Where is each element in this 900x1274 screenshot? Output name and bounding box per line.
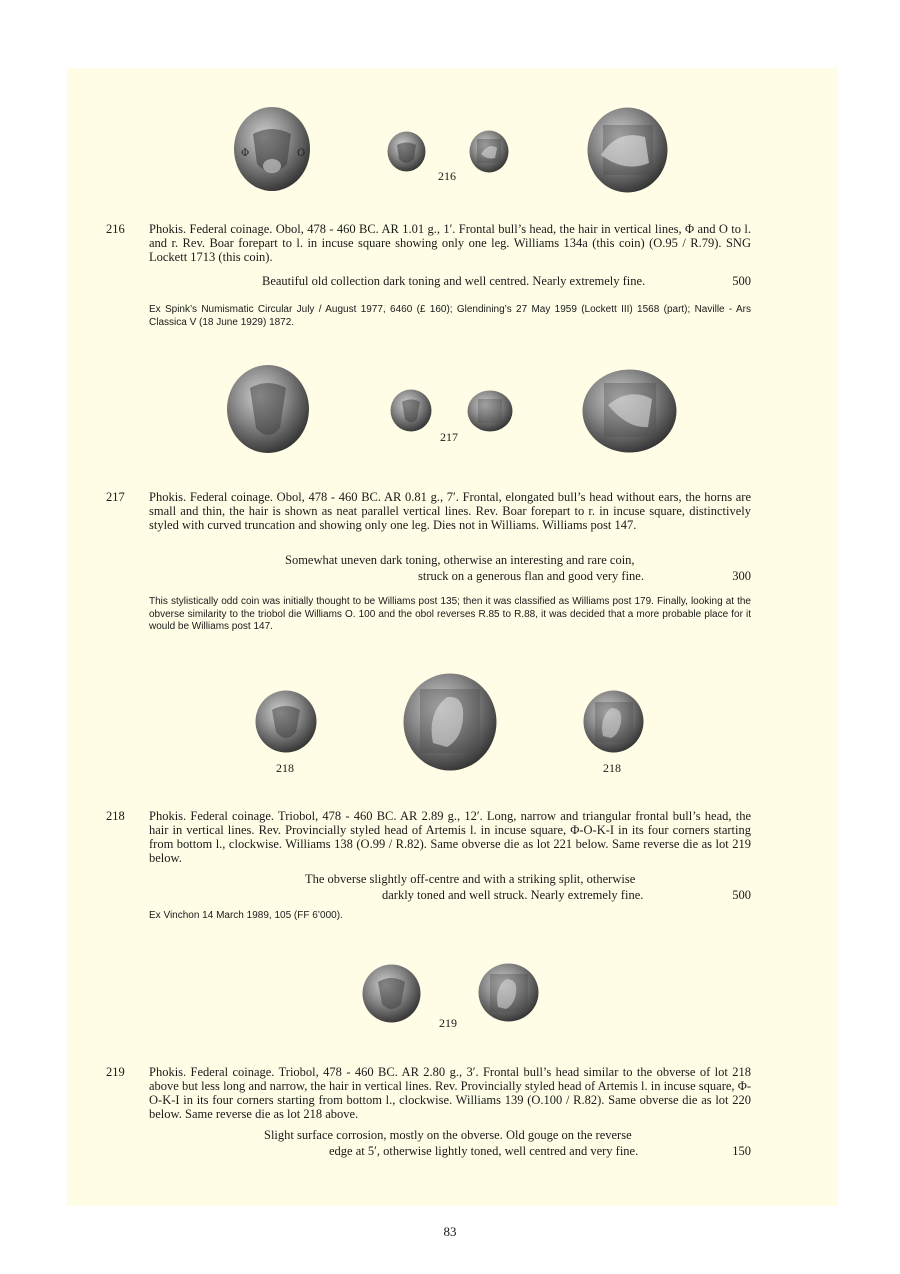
coin-216-obverse-actual xyxy=(387,131,426,172)
lot-219-number: 219 xyxy=(106,1065,125,1079)
page-number: 83 xyxy=(443,1224,457,1239)
lot-219-description: Phokis. Federal coinage. Triobol, 478 - 460 BC. AR 2.80 g., 3′. Frontal bull’s head similar to the obverse of lot 218 above but less long and narrow, the hair in vertical lines. Rev. Provincially styled head of Artemis l. in incuse square, Φ-O-K-I in its four corners starting from bottom l., clockwise. Williams 139 (O.100 / R.82). Same obverse die as lot 220 below. Same reverse die as lot 218 above. xyxy=(149,1065,751,1121)
lot-217-condition-line-2: struck on a generous flan and good very fine. xyxy=(418,569,644,583)
lot-219-entry xyxy=(106,1065,751,1160)
lot-219-image-label: 219 xyxy=(439,1016,457,1030)
lot-217-provenance-note: This stylistically odd coin was initially thought to be Williams post 135; then it was classified as Williams post 179. Finally, looking at the obverse similarity to the triobol die Williams O. 100 and the obol reverses R.85 to R.88, it was decided that a more probable place for it would be Williams post 147. xyxy=(149,596,751,632)
lot-218-entry xyxy=(106,809,751,904)
lot-216-estimate: 500 xyxy=(732,274,751,288)
lot-217-estimate: 300 xyxy=(732,569,751,583)
coin-216-reverse-actual xyxy=(469,130,509,173)
lot-218-condition-line-1: The obverse slightly off-centre and with a striking split, otherwise xyxy=(305,872,636,886)
lot-216-condition-line-1: Beautiful old collection dark toning and well centred. Nearly extremely fine. xyxy=(262,274,646,288)
lot-218-estimate: 500 xyxy=(732,888,751,902)
coin-217-obverse-enlarged xyxy=(226,364,310,454)
lot-217-image-label: 217 xyxy=(440,430,458,444)
lot-219-estimate: 150 xyxy=(732,1144,751,1158)
lot-216-entry xyxy=(106,222,751,288)
lot-217-description: Phokis. Federal coinage. Obol, 478 - 460 BC. AR 0.81 g., 7′. Frontal, elongated bull’s head without ears, the horns are small and thin, the hair is shown as neat parallel vertical lines. Rev. Boar forepart to r. in incuse square, distinctively styled with curved truncation and showing only one leg. Dies not in Williams. Williams post 147. xyxy=(149,490,751,532)
coin-217-reverse-enlarged xyxy=(582,369,677,453)
coin-219-reverse-actual xyxy=(478,963,539,1022)
coin-217-reverse-actual xyxy=(467,390,513,432)
lot-218-provenance-note: Ex Vinchon 14 March 1989, 105 (FF 6’000). xyxy=(149,910,343,921)
coin-218-reverse-enlarged xyxy=(403,673,497,771)
coin-217-obverse-actual xyxy=(390,389,432,432)
lot-218-number: 218 xyxy=(106,809,125,823)
coin-218-reverse-actual xyxy=(583,690,644,753)
lot-216-image-label: 216 xyxy=(438,169,456,183)
lot-216-provenance-note: Ex Spink’s Numismatic Circular July / August 1977, 6460 (£ 160); Glendining’s 27 May 1959 (Lockett III) 1568 (part); Naville - Ars Classica V (18 June 1929) 1872. xyxy=(149,304,751,328)
lot-218-image-label-left: 218 xyxy=(276,761,294,775)
lot-216-number: 216 xyxy=(106,222,125,236)
lot-217-condition-line-1: Somewhat uneven dark toning, otherwise an interesting and rare coin, xyxy=(285,553,635,567)
coin-219-obverse-actual xyxy=(362,964,421,1023)
lot-218-description: Phokis. Federal coinage. Triobol, 478 - 460 BC. AR 2.89 g., 12′. Long, narrow and triangular frontal bull’s head, the hair in vertical lines. Rev. Provincially styled head of Artemis l. in incuse square, Φ-O-K-I in its four corners starting from bottom l., clockwise. Williams 138 (O.99 / R.82). Same obverse die as lot 221 below. Same reverse die as lot 219 below. xyxy=(149,809,751,865)
lot-216-description: Phokis. Federal coinage. Obol, 478 - 460 BC. AR 1.01 g., 1′. Frontal bull’s head, the hair in vertical lines, Φ and O to l. and r. Rev. Boar forepart to l. in incuse square showing only one leg. Williams 134a (this coin) (O.95 / R.79). SNG Lockett 1713 (this coin). xyxy=(149,222,751,264)
lot-217-number: 217 xyxy=(106,490,125,504)
lot-218-condition-line-2: darkly toned and well struck. Nearly extremely fine. xyxy=(382,888,644,902)
lot-217-entry xyxy=(106,490,751,585)
lot-219-condition-line-1: Slight surface corrosion, mostly on the obverse. Old gouge on the reverse xyxy=(264,1128,632,1142)
coin-218-obverse-actual xyxy=(255,690,317,753)
lot-218-image-label-right: 218 xyxy=(603,761,621,775)
svg-text:O: O xyxy=(297,148,306,159)
svg-text:Φ: Φ xyxy=(241,148,250,159)
lot-219-condition-line-2: edge at 5′, otherwise lightly toned, well centred and very fine. xyxy=(329,1144,639,1158)
coin-216-obverse-enlarged xyxy=(233,106,311,192)
coin-216-reverse-enlarged xyxy=(587,107,668,193)
